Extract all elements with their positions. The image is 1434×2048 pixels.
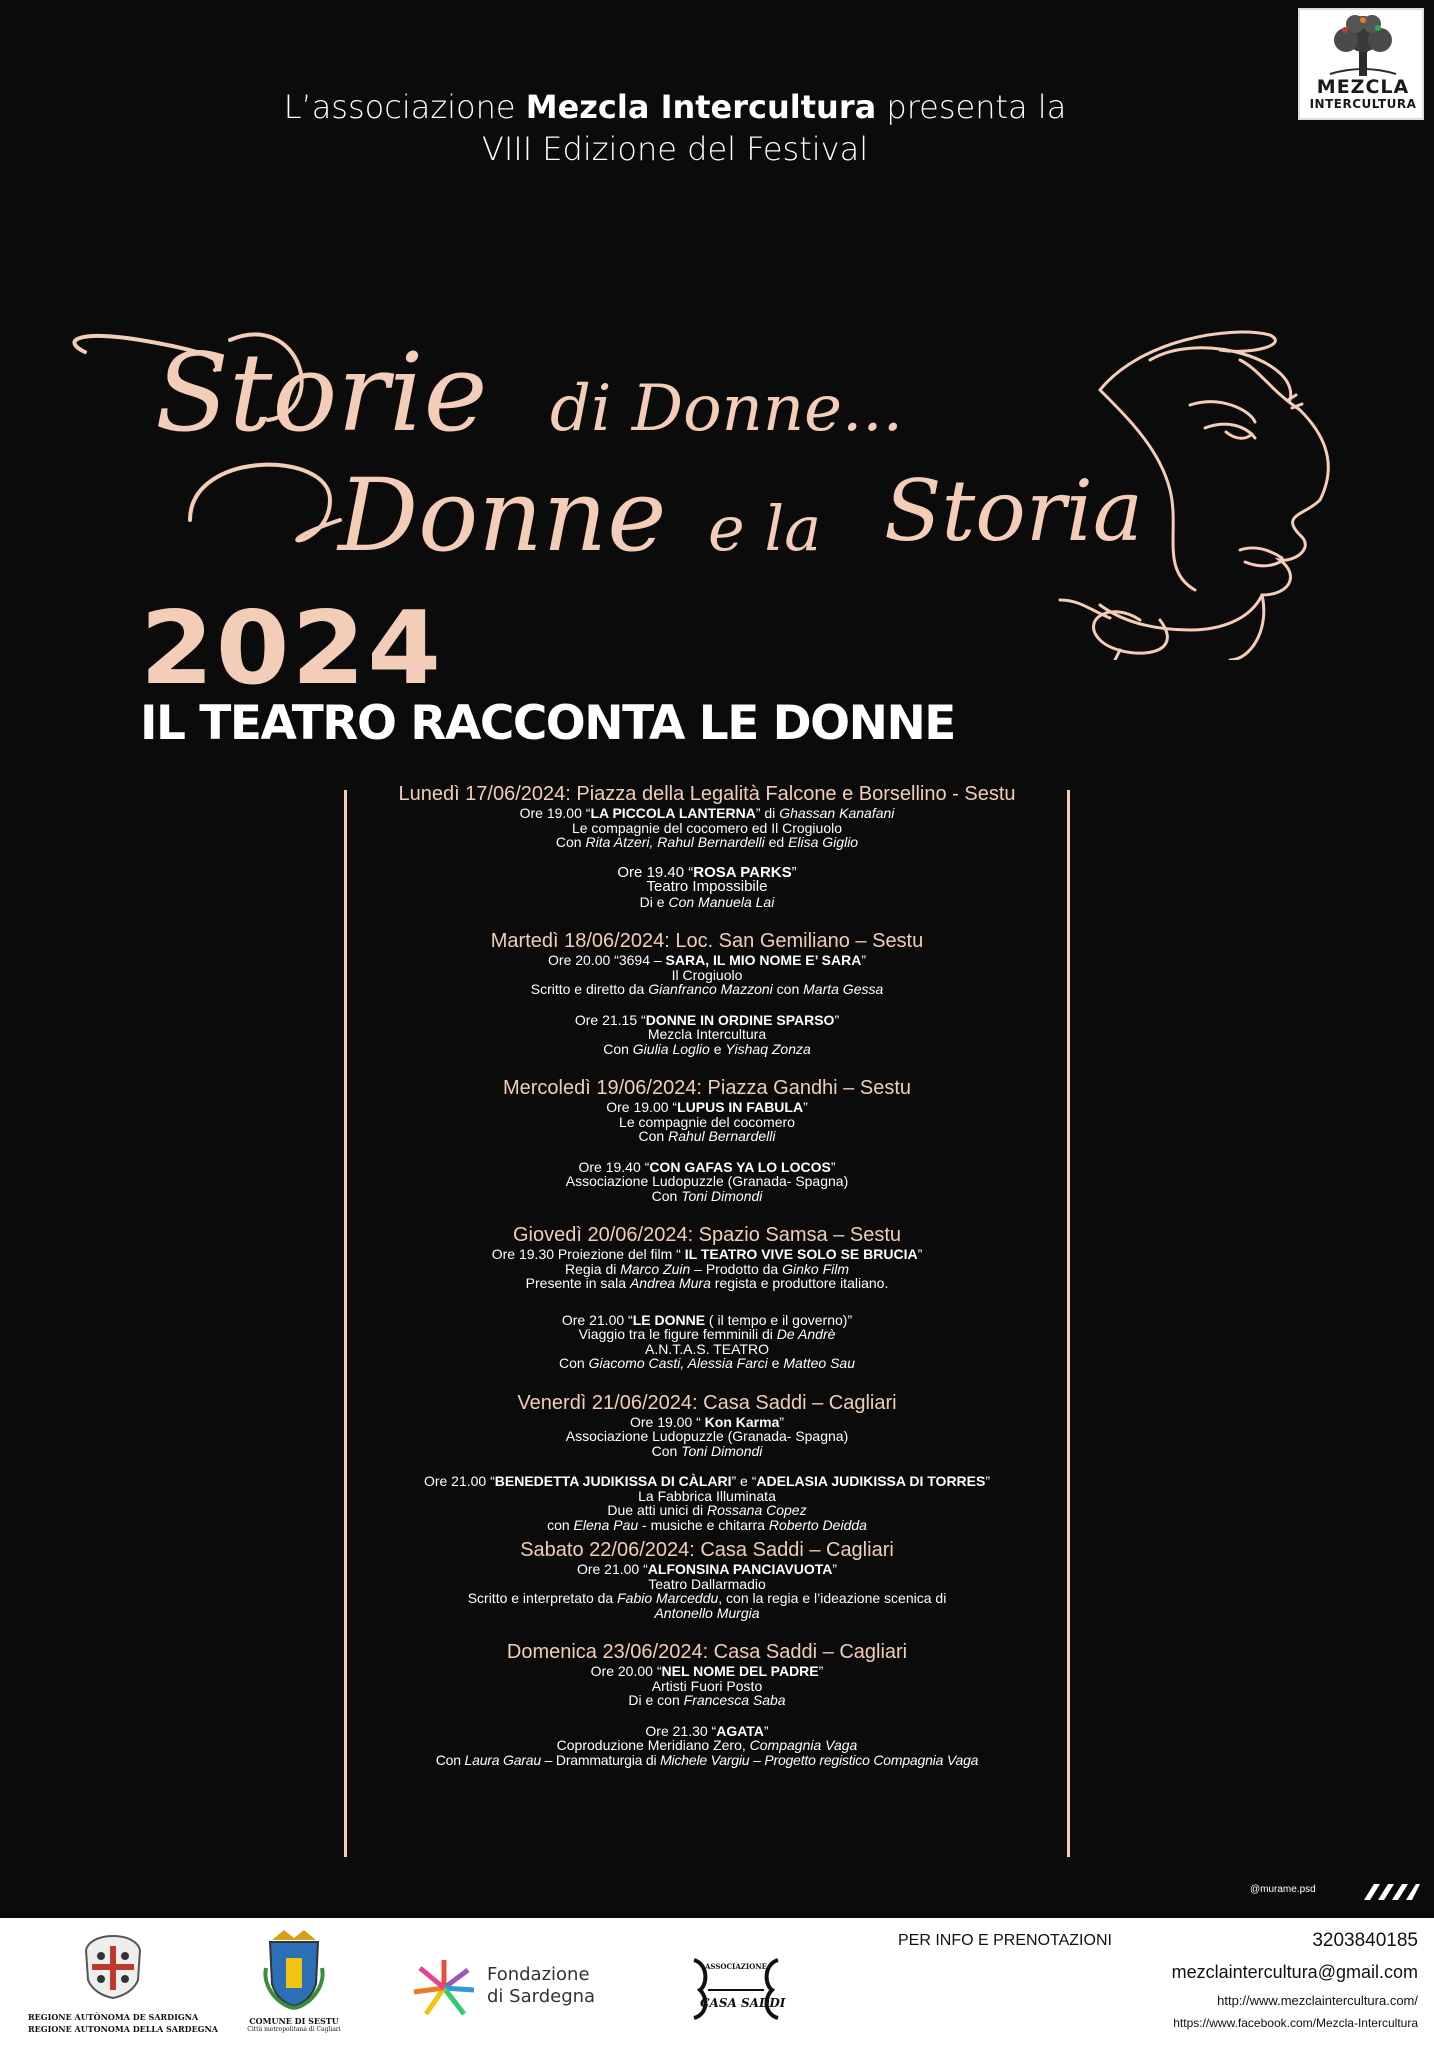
event-le-donne	[350, 1313, 1064, 1371]
event-detail-line: Le compagnie del cocomero ed Il Crogiuolo	[571, 819, 843, 836]
event-detail-fragment: Con	[559, 1355, 589, 1371]
sestu-caption-1: COMUNE DI SESTU	[249, 2016, 339, 2026]
event-detail-line: Artisti Fuori Posto	[651, 1677, 763, 1694]
event-detail-line: Associazione Ludopuzzle (Granada- Spagna)	[565, 1173, 849, 1189]
event-detail-line	[350, 1415, 1064, 1430]
event-detail-line	[350, 1129, 1064, 1144]
event-rosa-parks	[350, 863, 1064, 910]
day-heading-tuesday: Martedì 18/06/2024: Loc. San Gemiliano – Sestu	[490, 930, 924, 952]
event-nel-nome-del-padre	[350, 1664, 1064, 1708]
event-detail-fragment: – Drammaturgia di	[540, 1751, 661, 1768]
event-detail-fragment: ”	[861, 952, 866, 968]
sestu-caption-2: Città metropolitana di Cagliari	[247, 2026, 341, 2033]
title-donne: Donne	[338, 457, 667, 574]
event-detail-fragment: Progetto registico Compagnia Vaga	[764, 1751, 979, 1768]
contact-label: PER INFO E PRENOTAZIONI	[898, 1932, 1112, 1949]
day-heading-wednesday: Mercoledì 19/06/2024: Piazza Gandhi – Sestu	[502, 1077, 912, 1099]
event-donne-in-ordine-sparso	[350, 1013, 1064, 1057]
regione-caption-2: REGIONE AUTONOMA DELLA SARDEGNA	[28, 2024, 219, 2034]
event-detail-line	[350, 835, 1064, 850]
event-detail-fragment: ”	[917, 1246, 923, 1262]
event-detail-fragment: ”	[763, 1722, 769, 1739]
event-detail-fragment: Ore 19.00 “	[606, 1099, 678, 1115]
event-detail-fragment: Ore 19.30 Proiezione del film “	[491, 1246, 685, 1262]
event-detail-fragment: Rita Atzeri, Rahul Bernardelli	[585, 834, 765, 850]
event-kon-karma	[350, 1415, 1064, 1459]
event-detail-fragment: Regia di	[564, 1260, 621, 1277]
event-detail-line: Associazione Ludopuzzle (Granada- Spagna)	[565, 1428, 849, 1444]
event-detail-fragment: ”	[818, 1663, 824, 1679]
contact-facebook[interactable]: https://www.facebook.com/Mezcla-Intercultura	[1173, 2016, 1418, 2030]
event-detail-fragment: Giulia Loglio	[632, 1040, 710, 1057]
event-detail-fragment: LUPUS IN FABULA	[677, 1099, 804, 1115]
event-detail-line	[350, 1753, 1064, 1768]
event-detail-fragment: Kon Karma	[704, 1413, 780, 1430]
event-detail-fragment: Ore 21.30 “	[645, 1722, 717, 1739]
event-detail-fragment: Fabio Marceddu	[617, 1590, 719, 1606]
event-detail-fragment: ( il tempo e il governo)”	[705, 1311, 853, 1328]
title-e-la: e la	[708, 492, 822, 565]
fondazione-name-line-2: di Sardegna	[487, 1986, 596, 2007]
event-detail-fragment: Giacomo Casti, Alessia Farci	[588, 1355, 768, 1371]
fondazione-name	[487, 1964, 595, 2008]
frame-line-right	[1067, 790, 1070, 1857]
event-detail-line	[350, 982, 1064, 997]
event-detail-fragment: Con	[651, 1442, 682, 1459]
event-detail-fragment: Matteo Sau	[783, 1355, 855, 1371]
presents-org: Mezcla Intercultura	[525, 88, 877, 126]
contact-phone[interactable]: 3203840185	[1312, 1930, 1418, 1951]
event-detail-line: Le compagnie del cocomero	[619, 1113, 795, 1130]
event-detail-line	[350, 1606, 1064, 1621]
event-detail-fragment: LE DONNE	[632, 1311, 706, 1328]
event-detail-fragment: Andrea Mura	[629, 1275, 711, 1291]
event-detail-fragment: Con	[555, 834, 586, 850]
event-alfonsina	[350, 1562, 1064, 1620]
event-detail-line: La Fabbrica Illuminata	[638, 1487, 776, 1504]
event-detail-fragment: Rahul Bernardelli	[668, 1128, 776, 1144]
event-detail-line	[350, 1724, 1064, 1739]
event-detail-line	[350, 1518, 1064, 1533]
event-judikissa	[350, 1474, 1064, 1532]
event-detail-fragment: Marco Zuin	[620, 1260, 691, 1277]
event-detail-line	[350, 1042, 1064, 1057]
event-detail-fragment: Ore 19.40 “	[578, 1158, 650, 1175]
event-detail-fragment: Ore 19.40 “	[617, 863, 694, 881]
event-detail-fragment: Con	[638, 1128, 669, 1144]
event-detail-fragment: regista e produttore italiano.	[710, 1275, 889, 1291]
event-detail-fragment: Gianfranco Mazzoni	[648, 981, 773, 997]
event-detail-line	[350, 1738, 1064, 1753]
event-detail-line	[350, 1013, 1064, 1028]
event-detail-fragment: NEL NOME DEL PADRE	[661, 1663, 819, 1679]
event-detail-line: A.N.T.A.S. TEATRO	[645, 1340, 769, 1357]
event-detail-fragment: Con	[651, 1187, 682, 1204]
event-detail-fragment: Ore 20.00 “3694 –	[548, 952, 666, 968]
comune-sestu-crest-icon	[262, 1928, 326, 2010]
day-heading-sunday: Domenica 23/06/2024: Casa Saddi – Cagliari	[506, 1641, 908, 1663]
event-detail-fragment: ”	[830, 1158, 836, 1175]
event-detail-line	[350, 1313, 1064, 1328]
saddi-caption-2: CASA SADDI	[700, 1996, 786, 2010]
event-detail-fragment: ADELASIA JUDIKISSA DI TORRES	[756, 1473, 986, 1489]
event-detail-fragment: Roberto Deidda	[768, 1516, 867, 1533]
saddi-caption-1: ASSOCIAZIONE	[705, 1962, 767, 1971]
event-detail-line: Teatro Impossibile	[646, 878, 768, 895]
event-detail-line: Il Crogiuolo	[671, 966, 743, 983]
presents-pre: L’associazione	[283, 88, 526, 126]
event-detail-fragment: Toni Dimondi	[681, 1442, 763, 1459]
contact-website[interactable]: http://www.mezclaintercultura.com/	[1217, 1993, 1418, 2008]
event-detail-line	[350, 1262, 1064, 1277]
program-schedule	[350, 780, 1064, 1767]
event-detail-fragment: Francesca Saba	[683, 1692, 786, 1708]
event-detail-fragment: SARA, IL MIO NOME E’ SARA	[665, 952, 862, 968]
event-detail-fragment: Con Manuela Lai	[668, 893, 775, 910]
tree-icon	[1300, 10, 1426, 80]
event-detail-fragment: Elisa Giglio	[788, 834, 859, 850]
event-detail-line	[350, 1503, 1064, 1518]
event-detail-line	[350, 1562, 1064, 1577]
presents-post: presenta la	[876, 88, 1067, 126]
day-heading-thursday: Giovedì 20/06/2024: Spazio Samsa – Sestu	[512, 1224, 902, 1246]
event-detail-fragment: De Andrè	[776, 1326, 836, 1342]
event-detail-fragment: Toni Dimondi	[681, 1187, 763, 1204]
event-detail-fragment: Coproduzione Meridiano Zero,	[556, 1737, 750, 1753]
event-detail-fragment: CON GAFAS YA LO LOCOS	[649, 1158, 831, 1175]
event-detail-line	[350, 1591, 1064, 1606]
presents-header	[150, 86, 1200, 170]
event-detail-fragment: LA PICCOLA LANTERNA	[590, 805, 756, 821]
event-detail-line	[350, 1160, 1064, 1175]
event-detail-fragment: Scritto e interpretato da	[467, 1590, 618, 1606]
event-detail-fragment: ”	[779, 1413, 785, 1430]
event-detail-fragment: Ore 21.00 “	[423, 1473, 495, 1489]
event-detail-fragment: ” e “	[731, 1473, 757, 1489]
event-detail-fragment: Ore 21.00 “	[576, 1561, 648, 1577]
event-detail-fragment: Ore 21.00 “	[561, 1311, 633, 1328]
event-detail-fragment: IL TEATRO VIVE SOLO SE BRUCIA	[684, 1246, 918, 1262]
event-detail-line	[350, 895, 1064, 910]
event-agata	[350, 1724, 1064, 1768]
event-detail-line	[350, 1664, 1064, 1679]
title-storie: Storie	[155, 331, 488, 456]
event-detail-fragment: Due atti unici di	[607, 1502, 707, 1518]
event-detail-fragment: DONNE IN ORDINE SPARSO	[645, 1011, 835, 1028]
event-con-gafas	[350, 1160, 1064, 1204]
event-detail-fragment: Ore 19.00 “	[629, 1413, 705, 1430]
event-detail-fragment: con	[772, 981, 804, 997]
event-detail-fragment: e	[709, 1040, 726, 1057]
event-detail-fragment: – Prodotto da	[690, 1260, 783, 1277]
event-detail-line	[350, 1247, 1064, 1262]
regione-caption-1: REGIONE AUTÒNOMA DE SARDIGNA	[28, 2012, 199, 2022]
event-detail-line	[350, 1693, 1064, 1708]
logo-text-mezcla: MEZCLA	[1316, 76, 1410, 98]
event-detail-fragment: ”	[985, 1473, 991, 1489]
event-detail-fragment: Compagnia Vaga	[749, 1737, 858, 1753]
designer-mark-icon	[1362, 1878, 1422, 1902]
event-detail-line	[350, 1444, 1064, 1459]
event-detail-fragment: Laura Garau	[464, 1751, 541, 1768]
event-detail-fragment: Presente in sala	[525, 1275, 630, 1291]
event-detail-fragment: Ore 20.00 “	[590, 1663, 662, 1679]
event-detail-fragment: Ghassan Kanafani	[779, 805, 895, 821]
event-detail-fragment: Scritto e diretto da	[530, 981, 649, 997]
title-di-donne: di Donne...	[550, 372, 903, 446]
day-heading-friday: Venerdì 21/06/2024: Casa Saddi – Cagliari	[517, 1391, 897, 1414]
mezcla-intercultura-logo	[1298, 8, 1424, 120]
event-detail-fragment: ALFONSINA PANCIAVUOTA	[647, 1561, 833, 1577]
event-detail-line	[350, 1189, 1064, 1204]
event-lupus-in-fabula	[350, 1100, 1064, 1144]
event-detail-fragment: - musiche e chitarra	[638, 1516, 769, 1533]
event-detail-fragment: BENEDETTA JUDIKISSA DI CÀLARI	[494, 1473, 732, 1489]
event-detail-fragment: ”	[791, 863, 797, 881]
frame-line-left	[344, 790, 347, 1857]
event-detail-fragment: Viaggio tra le figure femminili di	[578, 1326, 777, 1342]
event-detail-fragment: Yishaq Zonza	[725, 1040, 811, 1057]
day-heading-monday: Lunedì 17/06/2024: Piazza della Legalità Falcone e Borsellino - Sestu	[398, 783, 1016, 805]
subtitle-heading: IL TEATRO RACCONTA LE DONNE	[140, 696, 955, 751]
event-detail-fragment: ”	[832, 1561, 838, 1577]
event-la-piccola-lanterna	[350, 806, 1064, 850]
event-detail-fragment: Marta Gessa	[803, 981, 884, 997]
title-storia: Storia	[884, 462, 1143, 560]
event-detail-fragment: Ore 21.15 “	[574, 1011, 646, 1028]
event-detail-line	[350, 1356, 1064, 1371]
event-detail-fragment: Ore 19.00 “	[519, 805, 591, 821]
event-sara	[350, 953, 1064, 997]
contact-email[interactable]: mezclaintercultura@gmail.com	[1171, 1962, 1418, 1982]
event-detail-fragment: AGATA	[716, 1722, 764, 1739]
event-detail-line	[350, 1276, 1064, 1291]
event-detail-fragment: con	[547, 1516, 574, 1533]
fondazione-sardegna-logo-icon	[412, 1958, 476, 2018]
day-heading-saturday: Sabato 22/06/2024: Casa Saddi – Cagliari	[520, 1539, 894, 1561]
event-detail-fragment: ed	[764, 834, 789, 850]
presents-line-1	[150, 86, 1200, 128]
event-detail-line: Mezcla Intercultura	[647, 1026, 767, 1042]
event-detail-fragment: ” di	[755, 805, 780, 821]
event-detail-fragment: Di e con	[628, 1692, 684, 1708]
event-detail-fragment: ”	[803, 1099, 808, 1115]
event-detail-line: Teatro Dallarmadio	[648, 1575, 766, 1592]
designer-credit: @murame.psd	[1250, 1884, 1316, 1895]
event-detail-fragment: Con	[603, 1040, 633, 1057]
event-detail-fragment: ROSA PARKS	[693, 863, 792, 881]
presents-line-2: VIII Edizione del Festival	[481, 130, 869, 168]
event-detail-fragment: e	[767, 1355, 784, 1371]
event-detail-fragment: Ginko Film	[782, 1260, 850, 1277]
event-film-screening	[350, 1247, 1064, 1291]
logo-text-intercultura: INTERCULTURA	[1309, 97, 1417, 111]
event-detail-fragment: Rossana Copez	[706, 1502, 807, 1518]
fondazione-name-line-1: Fondazione	[487, 1964, 590, 1985]
event-detail-line	[350, 806, 1064, 821]
event-detail-line	[350, 1327, 1064, 1342]
regione-sardegna-crest-icon	[78, 1932, 148, 2002]
event-detail-fragment: , con la regia e l’ideazione scenica di	[718, 1590, 947, 1606]
event-detail-line	[350, 953, 1064, 968]
event-detail-fragment: Antonello Murgia	[654, 1604, 760, 1621]
event-detail-fragment: ”	[834, 1011, 840, 1028]
year-heading: 2024	[140, 590, 444, 707]
event-detail-line	[350, 1474, 1064, 1489]
event-detail-line	[350, 1100, 1064, 1115]
event-detail-fragment: –	[749, 1751, 765, 1768]
event-detail-fragment: Di e	[639, 893, 669, 910]
event-detail-fragment: Michele Vargiu	[660, 1751, 750, 1768]
event-detail-fragment: Con	[435, 1751, 465, 1768]
event-detail-fragment: Elena Pau	[573, 1516, 639, 1533]
